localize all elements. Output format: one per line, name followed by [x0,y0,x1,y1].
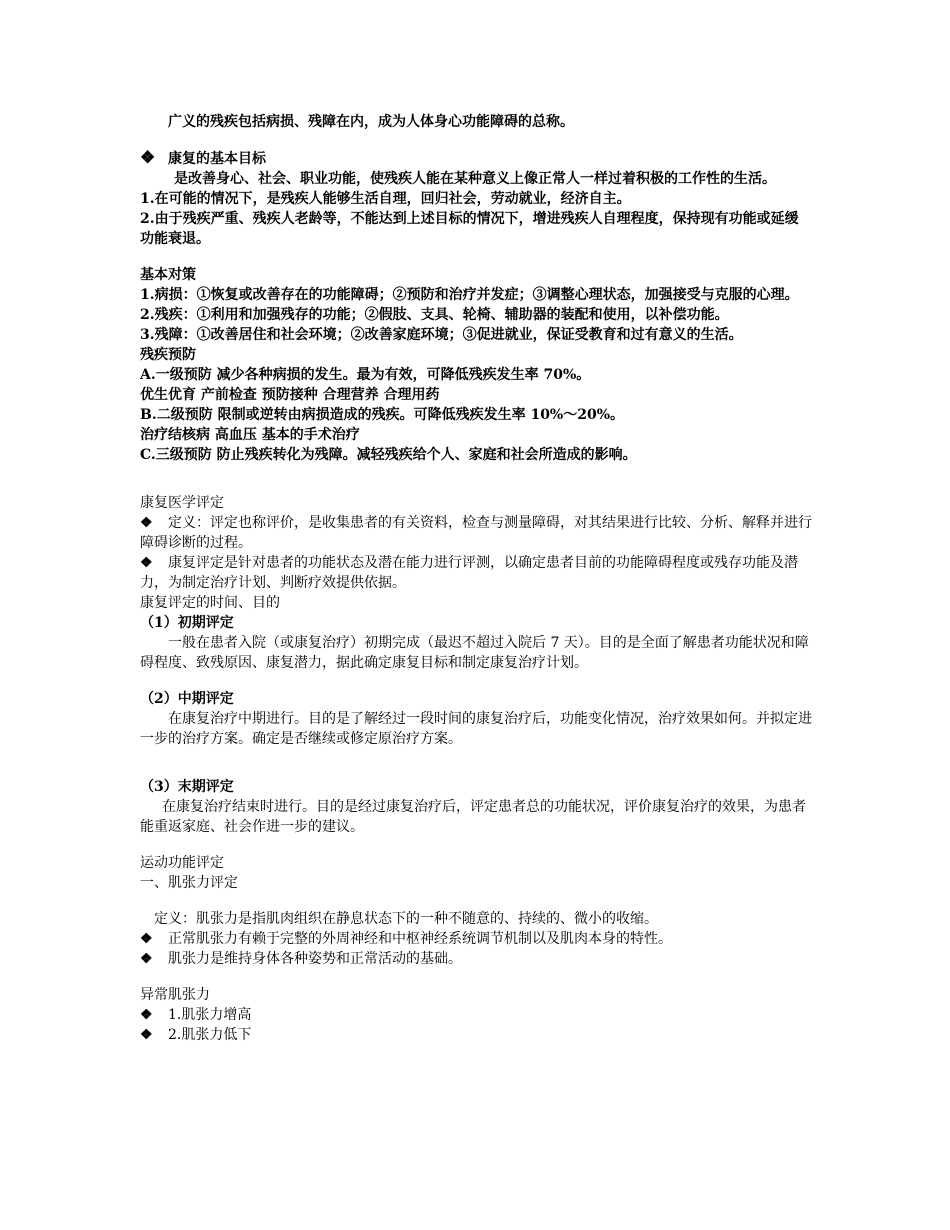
diamond-bullet-icon: ❖ [140,555,153,571]
prevention-line-b: B.二级预防 限制或逆转由病损造成的残疾。可降低残疾发生率 10%～20%。 [140,407,625,423]
muscle-tone-bullet-2 [140,949,812,969]
measures-item-2: 2.残疾：①利用和加强残存的功能；②假肢、支具、轮椅、辅助器的装配和使用，以补偿功能。 [140,307,729,323]
prevention-line-a: A.一级预防 减少各种病损的发生。最为有效，可降低残疾发生率 70%。 [140,367,591,383]
goals-item-1: 1.在可能的情况下，是残疾人能够生活自理，回归社会，劳动就业，经济自主。 [140,191,631,207]
assessment-bullet-text: 康复评定是针对患者的功能状态及潜在能力进行评测，以确定患者目前的功能障碍程度或残存功能及潜力，为制定治疗计划、判断疗效提供依据。 [140,555,798,591]
abnormal-tone-item-text: 1.肌张力增高 [168,1007,252,1023]
goals-heading [140,148,812,169]
diamond-bullet-icon: ❖ [140,515,153,531]
assessment-heading: 康复医学评定 [140,495,224,511]
muscle-tone-bullet-text: 正常肌张力有赖于完整的外周神经和中枢神经系统调节机制以及肌肉本身的特性。 [168,931,672,947]
goals-title: 康复的基本目标 [168,151,266,167]
diamond-bullet-icon: ❖ [140,1007,153,1023]
motor-subheading: 一、肌张力评定 [140,875,238,891]
measures-heading: 基本对策 [140,267,196,283]
phase-final-title: （3）末期评定 [140,779,234,795]
muscle-tone-bullet-text: 肌张力是维持身体各种姿势和正常活动的基础。 [168,951,462,967]
motor-heading: 运动功能评定 [140,855,224,871]
measures-item-1: 1.病损：①恢复或改善存在的功能障碍；②预防和治疗并发症；③调整心理状态，加强接受与克服的心理。 [140,287,799,303]
prevention-line-b-detail: 治疗结核病 高血压 基本的手术治疗 [140,427,360,443]
abnormal-tone-item-text: 2.肌张力低下 [168,1027,252,1043]
goals-description: 是改善身心、社会、职业功能，使残疾人能在某种意义上像正常人一样过着积极的工作性的生活。 [174,171,776,187]
diamond-bullet-icon: ❖ [140,1027,153,1043]
muscle-tone-definition: 定义：肌张力是指肌肉组织在静息状态下的一种不随意的、持续的、微小的收缩。 [154,911,658,927]
assessment-bullet-text: 定义：评定也称评价，是收集患者的有关资料，检查与测量障碍，对其结果进行比较、分析、解释并进行障碍诊断的过程。 [140,515,812,551]
phase-initial-title: （1）初期评定 [140,615,234,631]
prevention-heading: 残疾预防 [140,347,196,363]
abnormal-tone-item-1 [140,1005,812,1025]
assessment-bullet-1 [140,513,812,553]
phase-initial-text: 一般在患者入院（或康复治疗）初期完成（最迟不超过入院后 7 天）。目的是全面了解患者功能状况和障碍程度、致残原因、康复潜力，据此确定康复目标和制定康复治疗计划。 [140,635,809,671]
phase-middle-text: 在康复治疗中期进行。目的是了解经过一段时间的康复治疗后，功能变化情况，治疗效果如何。并拟定进一步的治疗方案。确定是否继续或修定原治疗方案。 [140,711,812,747]
diamond-bullet-icon: ❖ [140,951,153,967]
phase-middle-title: （2）中期评定 [140,691,234,707]
measures-item-3: 3.残障：①改善居住和社会环境；②改善家庭环境；③促进就业，保证受教育和过有意义的生活。 [140,327,743,343]
document-page [140,112,812,1045]
diamond-bullet-icon: ❖ [140,931,153,947]
prevention-line-c: C.三级预防 防止残疾转化为残障。减轻残疾给个人、家庭和社会所造成的影响。 [140,447,637,463]
assessment-time-heading: 康复评定的时间、目的 [140,595,280,611]
abnormal-tone-item-2 [140,1025,812,1045]
phase-final-text: 在康复治疗结束时进行。目的是经过康复治疗后，评定患者总的功能状况，评价康复治疗的效果，为患者能重返家庭、社会作进一步的建议。 [140,799,806,835]
goals-item-2: 2.由于残疾严重、残疾人老龄等，不能达到上述目标的情况下，增进残疾人自理程度，保持现有功能或延缓功能衰退。 [140,211,799,247]
abnormal-tone-heading: 异常肌张力 [140,987,210,1003]
diamond-bullet-icon: ❖ [140,148,156,168]
prevention-line-a-detail: 优生优育 产前检查 预防接种 合理营养 合理用药 [140,387,440,403]
intro-paragraph: 广义的残疾包括病损、残障在内，成为人体身心功能障碍的总称。 [168,114,574,130]
muscle-tone-bullet-1 [140,929,812,949]
assessment-bullet-2 [140,553,812,593]
